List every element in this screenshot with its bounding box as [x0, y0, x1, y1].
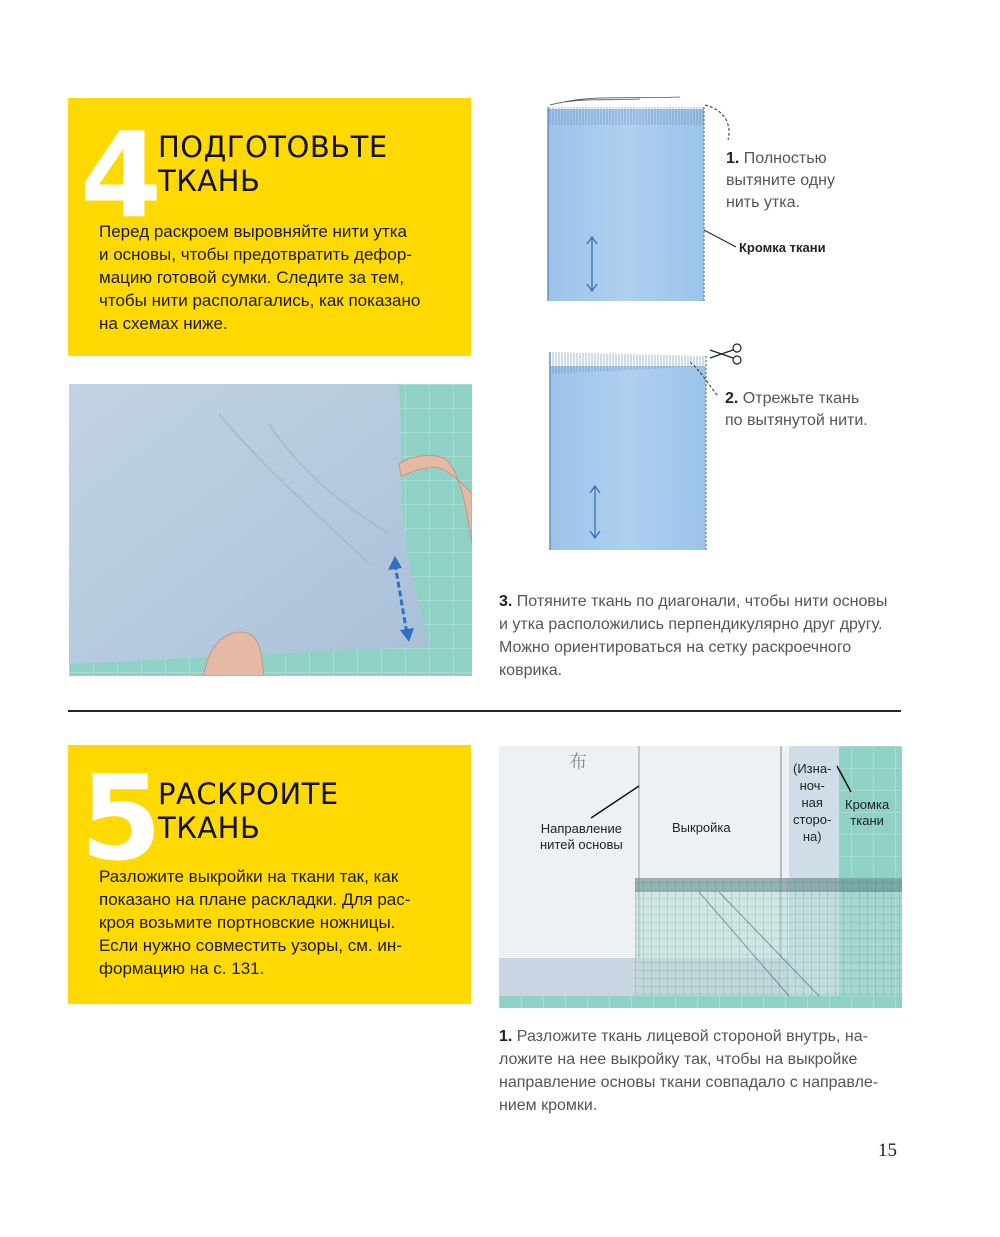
scissors-icon: [710, 344, 741, 364]
caption-line: нием кромки.: [499, 1097, 598, 1114]
caption-line: Полностью: [743, 150, 827, 167]
fabric-piece-1: [548, 109, 704, 301]
step4-body-line: Перед раскроем выровняйте нити утка: [99, 222, 407, 241]
step5-title: [158, 777, 339, 845]
photo-stretch-fabric: [69, 384, 472, 676]
step5-body-line: формацию на с. 131.: [99, 959, 265, 978]
step5-body: [99, 865, 410, 980]
label-line: нитей основы: [540, 837, 623, 852]
label-line: ноч-: [799, 778, 825, 793]
ruler: [635, 878, 902, 996]
caption-line: Отрежьте ткань: [742, 390, 860, 407]
step5-title-line2: ТКАНЬ: [158, 811, 261, 845]
caption-line: направление основы ткани совпадало с направле-: [499, 1074, 879, 1091]
step4-number: 4: [80, 106, 159, 244]
fabric-sheet: [69, 384, 431, 664]
label-line: ткани: [850, 813, 884, 828]
step5-body-line: Если нужно совместить узоры, см. ин-: [99, 936, 402, 955]
step5-body-line: кроя возьмите портновские ножницы.: [99, 913, 396, 932]
step5-body-line: показано на плане раскладки. Для рас-: [99, 890, 411, 909]
caption-number: 2.: [725, 390, 739, 407]
step5-box: [68, 745, 471, 1004]
step4-title-line2: ТКАНЬ: [158, 164, 261, 198]
caption-line: вытяните одну: [726, 172, 835, 189]
caption-number: 1.: [499, 1028, 513, 1045]
label-line: ная: [801, 795, 823, 810]
caption-line: по вытянутой нити.: [725, 412, 868, 429]
caption-line: Можно ориентироваться на сетку раскроечного: [499, 639, 852, 656]
section-divider: [68, 710, 901, 712]
diagram-cut-weft: [540, 340, 755, 555]
step4-title-line1: ПОДГОТОВЬТЕ: [158, 130, 388, 164]
caption-line: нить утка.: [726, 194, 800, 211]
fabric-piece-2: [550, 366, 706, 550]
step4-box: [68, 98, 471, 356]
step4-body-line: чтобы нити располагались, как показано: [99, 291, 421, 310]
label-line: (Изна-: [793, 761, 832, 776]
label-wrong-side: [793, 760, 831, 845]
photo2-caption: [499, 1025, 878, 1117]
caption-line: ложите на нее выкройку так, чтобы на выкройке: [499, 1051, 858, 1068]
label-grain-direction: [540, 821, 623, 853]
pattern-char: 布: [569, 752, 587, 773]
step4-body-line: на схемах ниже.: [99, 314, 228, 333]
selvage-label-1: Кромка ткани: [739, 240, 826, 255]
label-pattern: Выкройка: [672, 820, 731, 835]
caption-number: 3.: [499, 593, 513, 610]
caption-line: коврика.: [499, 662, 563, 679]
step4-body-line: и основы, чтобы предотвратить дефор-: [99, 245, 412, 264]
label-selvage: [845, 797, 889, 829]
label-line: на): [802, 829, 822, 844]
step4-body-line: мацию готовой сумки. Следите за тем,: [99, 268, 405, 287]
photo1-caption: [499, 590, 887, 682]
caption-line: Потяните ткань по диагонали, чтобы нити основы: [516, 593, 888, 610]
diagram-pull-weft: [540, 95, 740, 305]
label-line: Направление: [540, 821, 622, 836]
label-line: Кромка: [845, 797, 890, 812]
caption-line: и утка расположились перпендикулярно друг другу.: [499, 616, 883, 633]
step5-body-line: Разложите выкройки на ткани так, как: [99, 867, 399, 886]
caption-line: Разложите ткань лицевой стороной внутрь, на-: [516, 1028, 868, 1045]
page-number: 15: [878, 1140, 897, 1161]
diagram1-caption: [726, 148, 835, 214]
step5-title-line1: РАСКРОИТЕ: [158, 777, 339, 811]
caption-number: 1.: [726, 150, 740, 167]
step5-number: 5: [80, 749, 159, 887]
step4-body: [99, 220, 420, 335]
photo-pattern-layout: [499, 746, 902, 1008]
step4-title: [158, 130, 388, 198]
diagram2-caption: [725, 388, 868, 432]
label-line: сторо-: [793, 812, 832, 827]
